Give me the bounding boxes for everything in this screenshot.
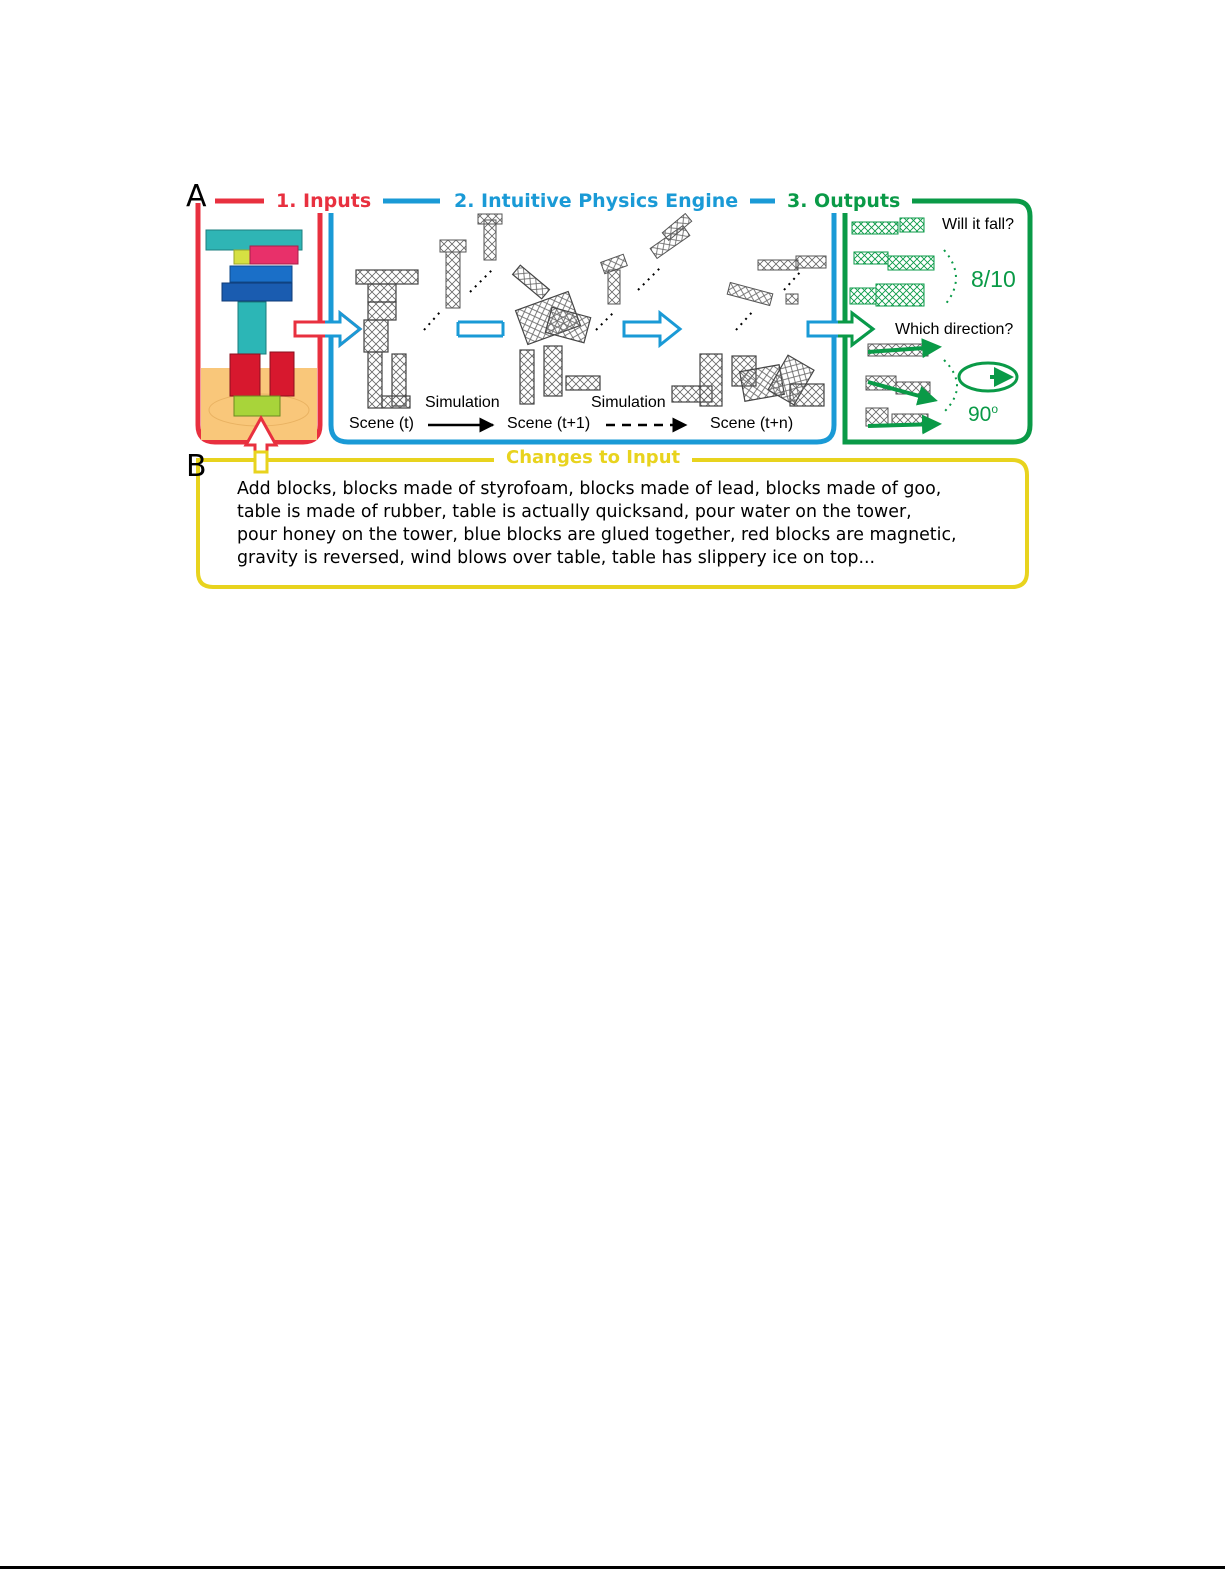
simulation-label-2: Simulation xyxy=(591,394,666,411)
fall-ratio-label: 8/10 xyxy=(971,266,1016,292)
engine-arrow xyxy=(624,313,680,345)
fall-samples xyxy=(850,218,934,306)
will-it-fall-label: Will it fall? xyxy=(942,216,1015,233)
scene-t1-wireframe xyxy=(513,265,600,404)
which-direction-label: Which direction? xyxy=(895,321,1014,338)
simulation-label-1: Simulation xyxy=(425,394,500,411)
direction-arrow-3 xyxy=(868,424,938,426)
changes-list xyxy=(237,478,1027,570)
scene-t-label: Scene (t) xyxy=(349,415,414,432)
outputs-header: 3. Outputs xyxy=(775,189,912,213)
direction-bracket xyxy=(944,360,957,412)
changes-header: Changes to Input xyxy=(494,446,692,470)
changes-line: pour honey on the tower, blue blocks are glued together, red blocks are magnetic, xyxy=(237,525,957,545)
engine-double-bar xyxy=(458,322,503,336)
angle-label xyxy=(968,403,998,425)
scene-tn-label: Scene (t+n) xyxy=(710,415,794,432)
changes-line: gravity is reversed, wind blows over table, table has slippery ice on top... xyxy=(237,548,876,568)
fall-bracket xyxy=(944,250,956,306)
scene-t-future-1 xyxy=(440,214,502,308)
arrow-engine-to-outputs xyxy=(808,313,873,345)
scene-t-wireframe xyxy=(356,270,418,408)
engine-header: 2. Intuitive Physics Engine xyxy=(442,189,750,213)
panel-label-b: B xyxy=(186,449,207,484)
angle-value: 90 xyxy=(968,403,992,426)
inputs-header: 1. Inputs xyxy=(264,189,383,213)
changes-line: Add blocks, blocks made of styrofoam, blocks made of lead, blocks made of goo, xyxy=(237,479,942,499)
scene-tn-wireframe xyxy=(672,354,824,406)
scene-tn-future xyxy=(727,256,826,305)
panel-label-a: A xyxy=(186,179,207,214)
scene-t1-label: Scene (t+1) xyxy=(507,415,591,432)
direction-dial-icon xyxy=(959,363,1017,391)
angle-unit: o xyxy=(991,402,999,416)
changes-line: table is made of rubber, table is actually quicksand, pour water on the tower, xyxy=(237,502,912,522)
scene-t1-future xyxy=(601,214,692,304)
arrow-inputs-to-engine xyxy=(295,313,360,345)
page-bottom-rule xyxy=(0,1566,1225,1569)
